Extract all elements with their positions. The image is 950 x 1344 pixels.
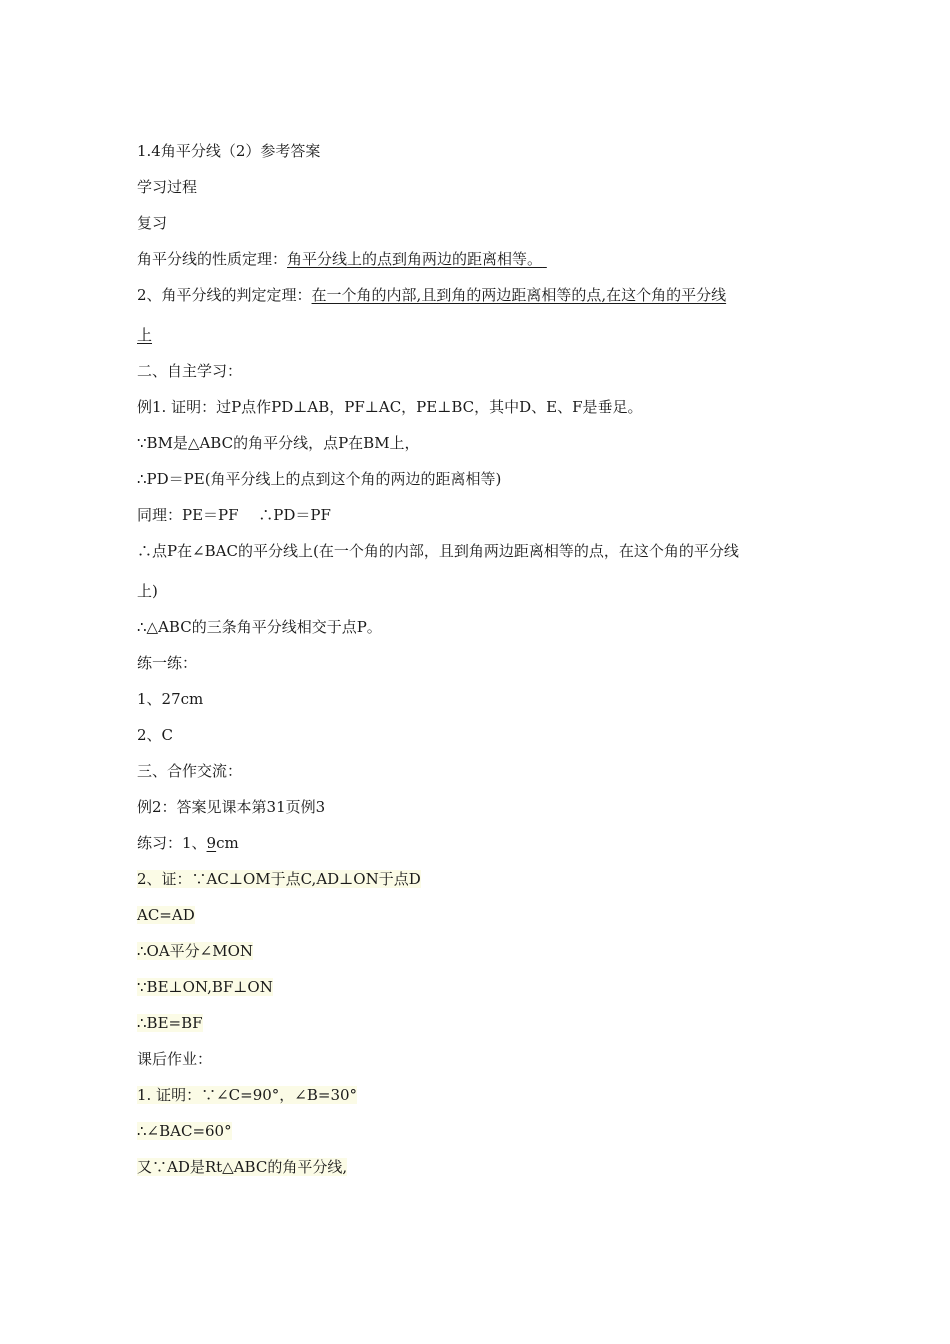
theorem-criterion	[137, 285, 726, 305]
theorem-property-answer: 角平分线上的点到角两边的距离相等。	[287, 250, 543, 268]
homework-line	[137, 1121, 232, 1141]
example1-line: 例1. 证明：过P点作PD⊥AB，PF⊥AC，PE⊥BC，其中D、E、F是垂足。	[137, 398, 643, 416]
exercise-value: 9	[206, 834, 217, 852]
proof2-line	[137, 941, 253, 961]
homework-text: 又∵AD是Rt△ABC的角平分线,	[137, 1158, 348, 1176]
exercise-prefix: 练习：1、	[137, 834, 207, 852]
homework-line	[137, 1085, 357, 1105]
homework-line	[137, 1157, 347, 1177]
theorem-criterion-answer: 在一个角的内部,且到角的两边距离相等的点,在这个角的平分线	[311, 286, 727, 304]
exercise-answer	[137, 833, 239, 853]
section-review: 复习	[137, 214, 168, 232]
theorem-property	[137, 249, 547, 269]
proof2-text: ∵BE⊥ON,BF⊥ON	[137, 978, 273, 996]
practice-answer: 2、C	[137, 726, 174, 744]
practice-answer: 1、27cm	[137, 690, 204, 708]
homework-text: ∴∠BAC=60°	[137, 1122, 232, 1140]
section-self-study: 二、自主学习：	[137, 362, 243, 380]
section-learning: 学习过程	[137, 178, 198, 196]
theorem-property-label: 角平分线的性质定理：	[137, 250, 288, 268]
proof2-text: AC=AD	[137, 906, 195, 924]
example1-line: ∴PD＝PE(角平分线上的点到这个角的两边的距离相等)	[137, 470, 502, 488]
example1-line: ∵BM是△ABC的角平分线，点P在BM上，	[137, 434, 420, 452]
theorem-criterion-answer-cont: 上	[137, 326, 153, 344]
homework-title: 课后作业：	[137, 1050, 213, 1068]
section-cooperation: 三、合作交流：	[137, 762, 243, 780]
proof2-text: ∴BE=BF	[137, 1014, 203, 1032]
homework-text: 1. 证明：∵∠C=90°，∠B=30°	[137, 1086, 358, 1104]
underline-blank	[542, 250, 547, 268]
theorem-criterion-label: 2、角平分线的判定定理：	[137, 286, 312, 304]
example1-line: ∴点P在∠BAC的平分线上(在一个角的内部，且到角两边距离相等的点，在这个角的平分线	[137, 542, 739, 560]
example1-line: ∴△ABC的三条角平分线相交于点P。	[137, 618, 382, 636]
example1-line: 上)	[137, 582, 158, 600]
exercise-unit: cm	[216, 834, 239, 852]
proof2-line	[137, 977, 273, 997]
proof2-line	[137, 905, 195, 925]
practice-title: 练一练：	[137, 654, 198, 672]
page-title: 1.4角平分线（2）参考答案	[137, 142, 321, 160]
proof2-line	[137, 1013, 203, 1033]
proof2-text: ∴OA平分∠MON	[137, 942, 254, 960]
example1-line: 同理：PE＝PF ∴PD＝PF	[137, 506, 331, 524]
proof2-text: 2、证：∵AC⊥OM于点C,AD⊥ON于点D	[137, 870, 421, 888]
example2: 例2：答案见课本第31页例3	[137, 798, 326, 816]
proof2-line	[137, 869, 421, 889]
